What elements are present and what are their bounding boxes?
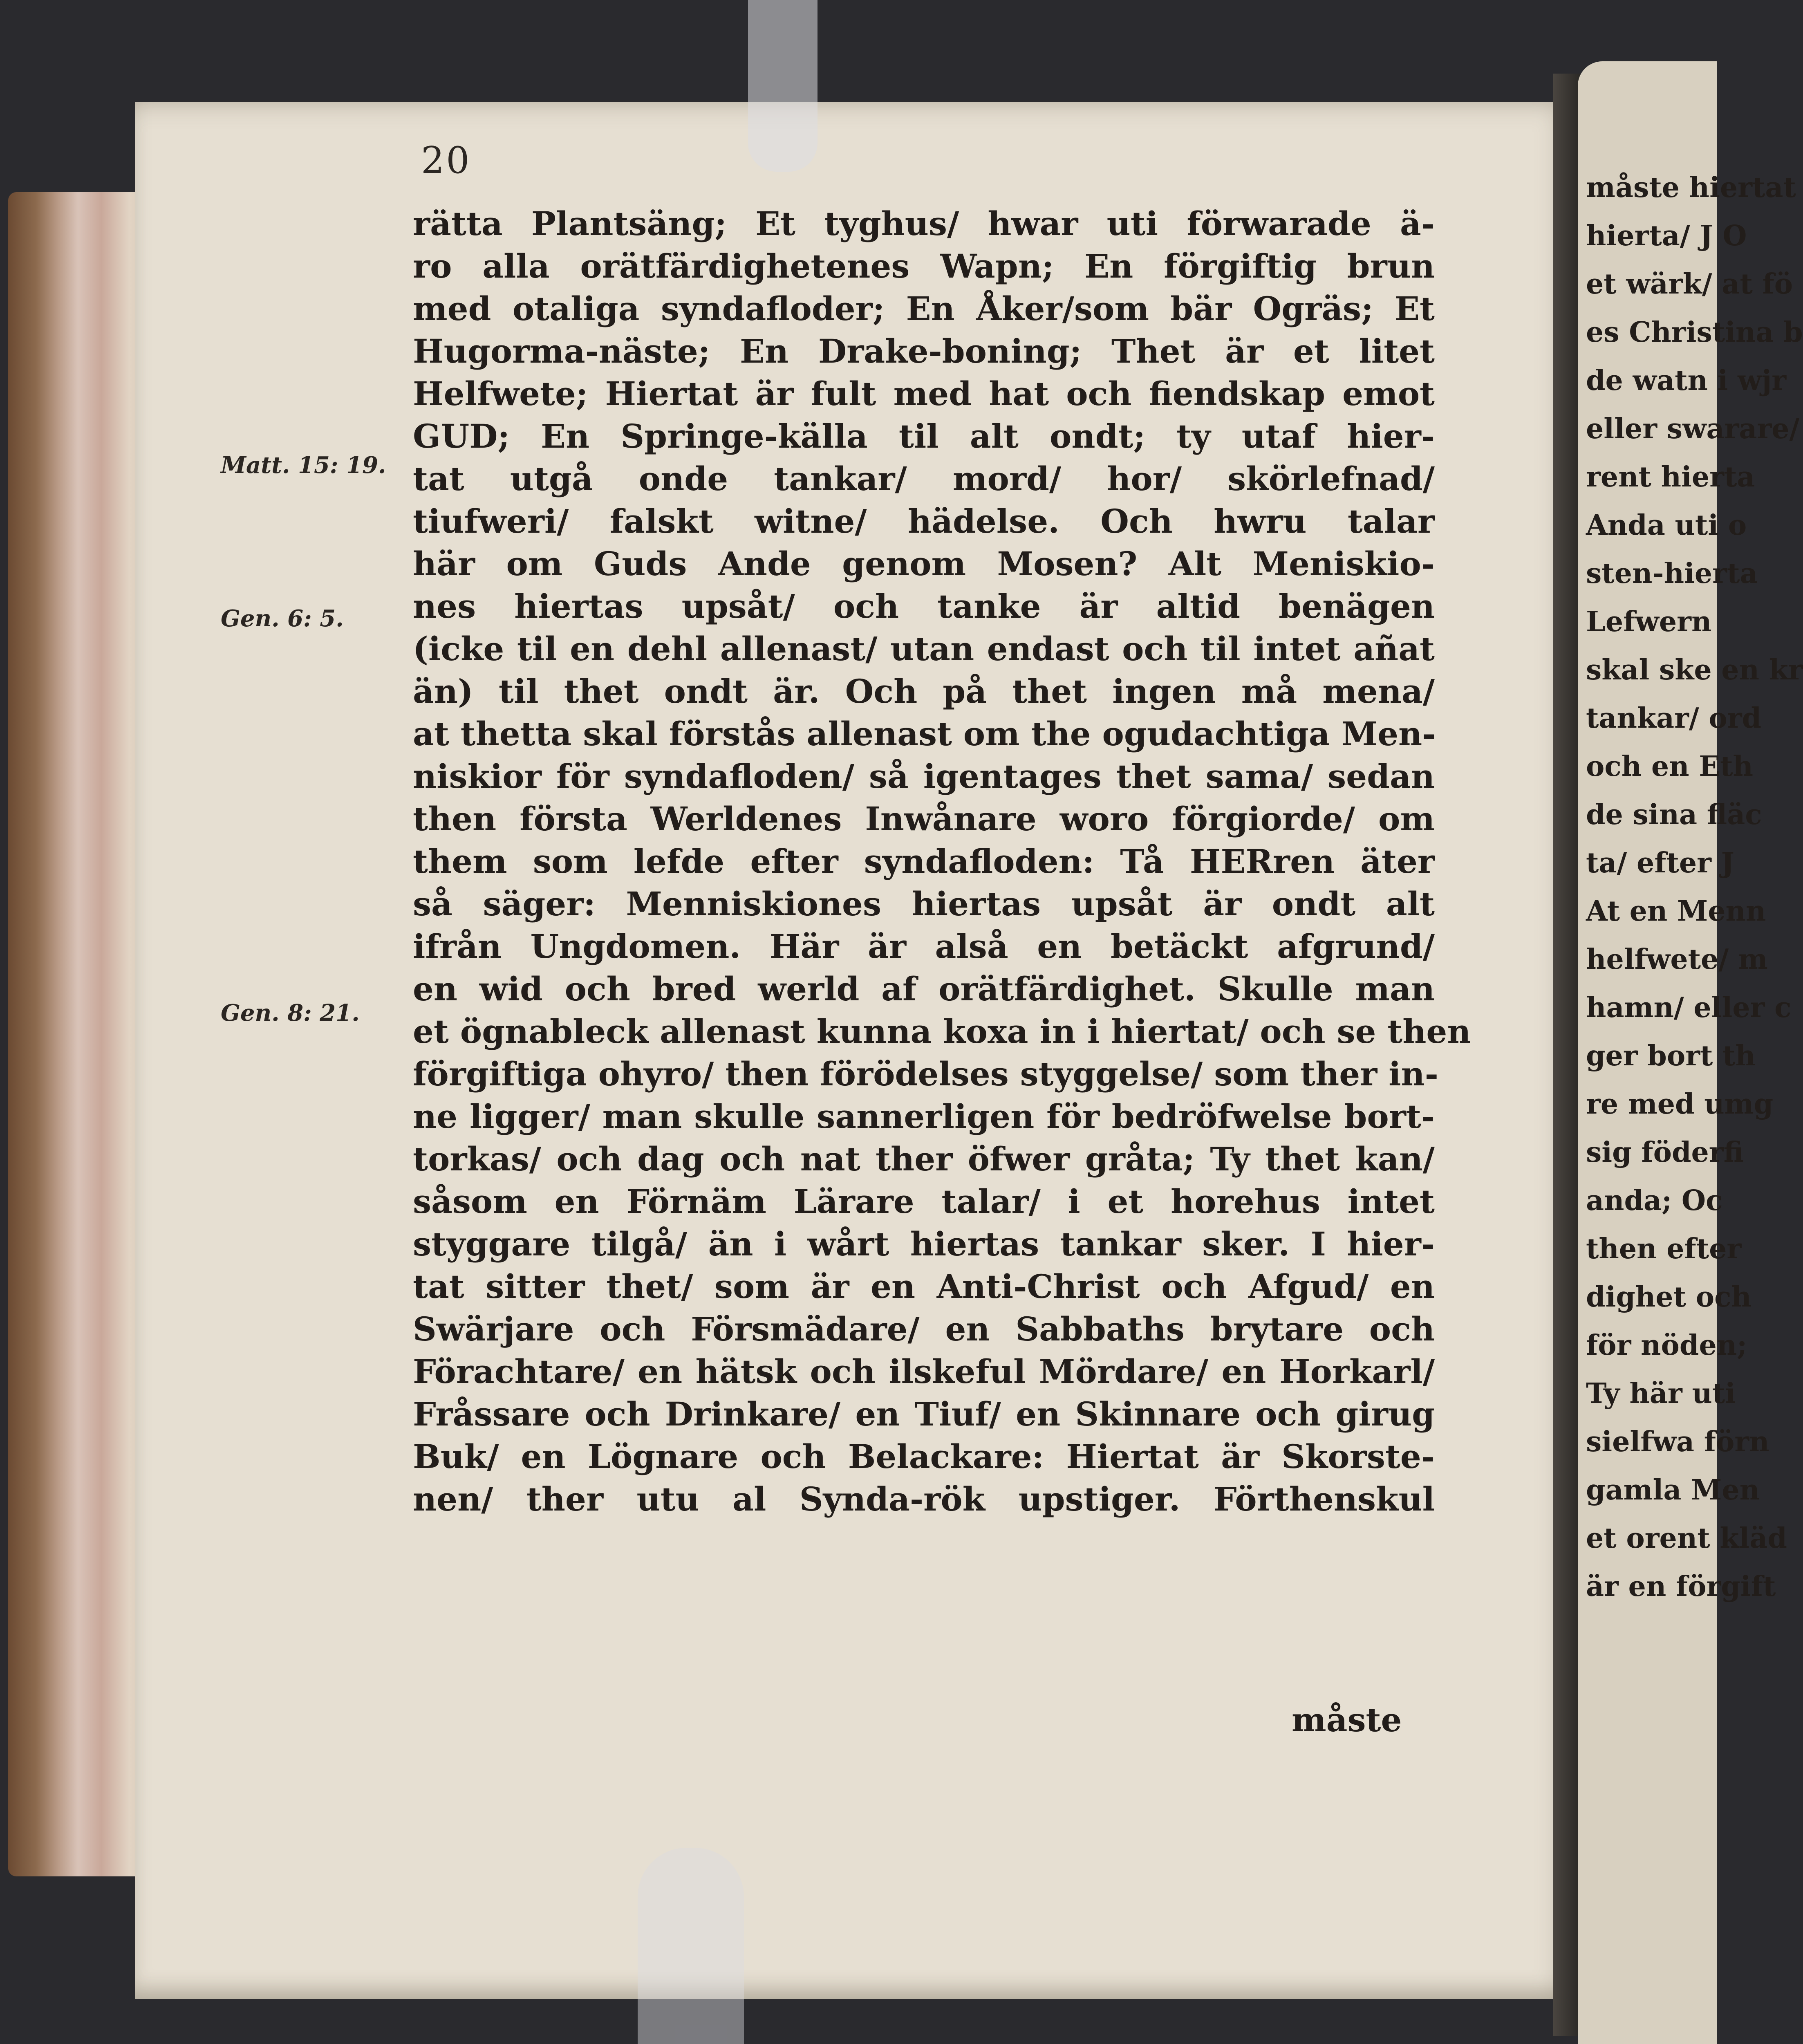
text-line: såsom en Förnäm Lärare talar/ i et horehus intet bbox=[413, 1182, 1435, 1221]
right-page-line: tankar/ ord bbox=[1586, 702, 1762, 735]
text-line: en wid och bred werld af orätfärdighet. Skulle man bbox=[413, 970, 1435, 1008]
right-page-line: dighet och bbox=[1586, 1281, 1751, 1313]
right-page-line: ta/ efter J bbox=[1586, 847, 1734, 879]
text-line: then första Werldenes Inwånare woro förgiorde/ om bbox=[413, 800, 1435, 838]
margin-note-matt: Matt. 15: 19. bbox=[221, 452, 386, 479]
right-page-line: för nöden; bbox=[1586, 1329, 1747, 1362]
right-page-text bbox=[1586, 164, 1803, 1611]
text-line: här om Guds Ande genom Mosen? Alt Meniskio- bbox=[413, 545, 1435, 583]
text-line: rätta Plantsäng; Et tyghus/ hwar uti förwarade ä- bbox=[413, 204, 1435, 243]
right-page-line: Ty här uti bbox=[1586, 1377, 1736, 1410]
text-line: (icke til en dehl allenast/ utan endast och til intet añat bbox=[413, 630, 1435, 668]
page-number: 20 bbox=[421, 139, 471, 182]
margin-note-gen-8: Gen. 8: 21. bbox=[221, 1000, 360, 1026]
right-page-line: gamla Men bbox=[1586, 1474, 1760, 1506]
right-page-line: es Christina b bbox=[1586, 316, 1803, 349]
page-clip-bottom bbox=[638, 1848, 744, 2044]
main-text-block bbox=[413, 202, 1471, 1520]
text-line: med otaliga syndafloder; En Åker/som bär Ogräs; Et bbox=[413, 289, 1435, 328]
text-line: tat utgå onde tankar/ mord/ hor/ skörlefnad/ bbox=[413, 459, 1435, 498]
right-page-line: och en Eth bbox=[1586, 750, 1753, 783]
text-line: Fråssare och Drinkare/ en Tiuf/ en Skinnare och girug bbox=[413, 1395, 1435, 1433]
text-line: tiufweri/ falskt witne/ hädelse. Och hwru talar bbox=[413, 502, 1435, 540]
text-line: ne ligger/ man skulle sannerligen för bedröfwelse bort- bbox=[413, 1097, 1435, 1136]
text-line: Swärjare och Försmädare/ en Sabbaths brytare och bbox=[413, 1310, 1435, 1348]
text-line: styggare tilgå/ än i wårt hiertas tankar sker. I hier- bbox=[413, 1225, 1435, 1263]
text-line: än) til thet ondt är. Och på thet ingen må mena/ bbox=[413, 672, 1435, 710]
text-line: Buk/ en Lögnare och Belackare: Hiertat är Skorste- bbox=[413, 1437, 1435, 1476]
text-line: så säger: Menniskiones hiertas upsåt är ondt alt bbox=[413, 885, 1435, 923]
right-page-line: skal ske en kr bbox=[1586, 654, 1803, 686]
right-page-line: de sina fläc bbox=[1586, 798, 1762, 831]
text-line: GUD; En Springe-källa til alt ondt; ty utaf hier- bbox=[413, 417, 1435, 455]
right-page-line: sten-hierta bbox=[1586, 557, 1758, 590]
right-page-line: sielfwa förn bbox=[1586, 1425, 1769, 1458]
right-page-line: eller swarare/ bbox=[1586, 412, 1800, 445]
text-line: Hugorma-näste; En Drake-boning; Thet är et litet bbox=[413, 332, 1435, 370]
text-line: at thetta skal förstås allenast om the ogudachtiga Men- bbox=[413, 715, 1436, 753]
right-page-line: At en Menn bbox=[1586, 895, 1766, 928]
right-page-line: anda; Oc bbox=[1586, 1184, 1723, 1217]
right-page-line: helfwete/ m bbox=[1586, 943, 1768, 976]
right-page-line: hierta/ J O bbox=[1586, 220, 1747, 252]
text-line: tat sitter thet/ som är en Anti-Christ och Afgud/ en bbox=[413, 1267, 1435, 1306]
text-line: them som lefde efter syndafloden: Tå HERren äter bbox=[413, 842, 1435, 881]
text-line: Förachtare/ en hätsk och ilskeful Mördare/ en Horkarl/ bbox=[413, 1352, 1435, 1391]
right-page-line: hamn/ eller c bbox=[1586, 991, 1792, 1024]
right-page-line: rent hierta bbox=[1586, 461, 1755, 493]
right-page-line: sig föderfi bbox=[1586, 1136, 1744, 1169]
page-clip-top bbox=[748, 0, 818, 172]
right-page-line: et orent kläd bbox=[1586, 1522, 1787, 1555]
text-line: nes hiertas upsåt/ och tanke är altid benägen bbox=[413, 587, 1435, 625]
right-page-line: Anda uti o bbox=[1586, 509, 1747, 542]
right-page-line: then efter bbox=[1586, 1233, 1742, 1265]
right-page-line: Lefwern bbox=[1586, 605, 1712, 638]
right-page-line: är en förgift bbox=[1586, 1570, 1776, 1603]
right-page-line: måste hiertat bbox=[1586, 171, 1796, 204]
right-page-line: ger bort th bbox=[1586, 1040, 1756, 1072]
text-line: niskior för syndafloden/ så igentages thet sama/ sedan bbox=[413, 757, 1435, 796]
catchword: måste bbox=[1292, 1701, 1402, 1739]
right-page-line: re med umg bbox=[1586, 1088, 1774, 1121]
text-line: et ögnableck allenast kunna koxa in i hiertat/ och se then bbox=[413, 1012, 1471, 1051]
right-page-line: de watn i wjr bbox=[1586, 364, 1787, 397]
text-line: ifrån Ungdomen. Här är alså en betäckt afgrund/ bbox=[413, 927, 1435, 966]
text-line: förgiftiga ohyro/ then förödelses styggelse/ som ther in- bbox=[413, 1055, 1438, 1093]
text-line: ro alla orätfärdighetenes Wapn; En förgiftig brun bbox=[413, 247, 1435, 285]
text-line: nen/ ther utu al Synda-rök upstiger. Förthenskul bbox=[413, 1480, 1435, 1518]
margin-note-gen-6: Gen. 6: 5. bbox=[221, 605, 344, 632]
right-page-line: et wärk/ at fö bbox=[1586, 268, 1793, 300]
text-line: torkas/ och dag och nat ther öfwer gråta; Ty thet kan/ bbox=[413, 1140, 1435, 1178]
text-line: Helfwete; Hiertat är fult med hat och fiendskap emot bbox=[413, 374, 1435, 413]
